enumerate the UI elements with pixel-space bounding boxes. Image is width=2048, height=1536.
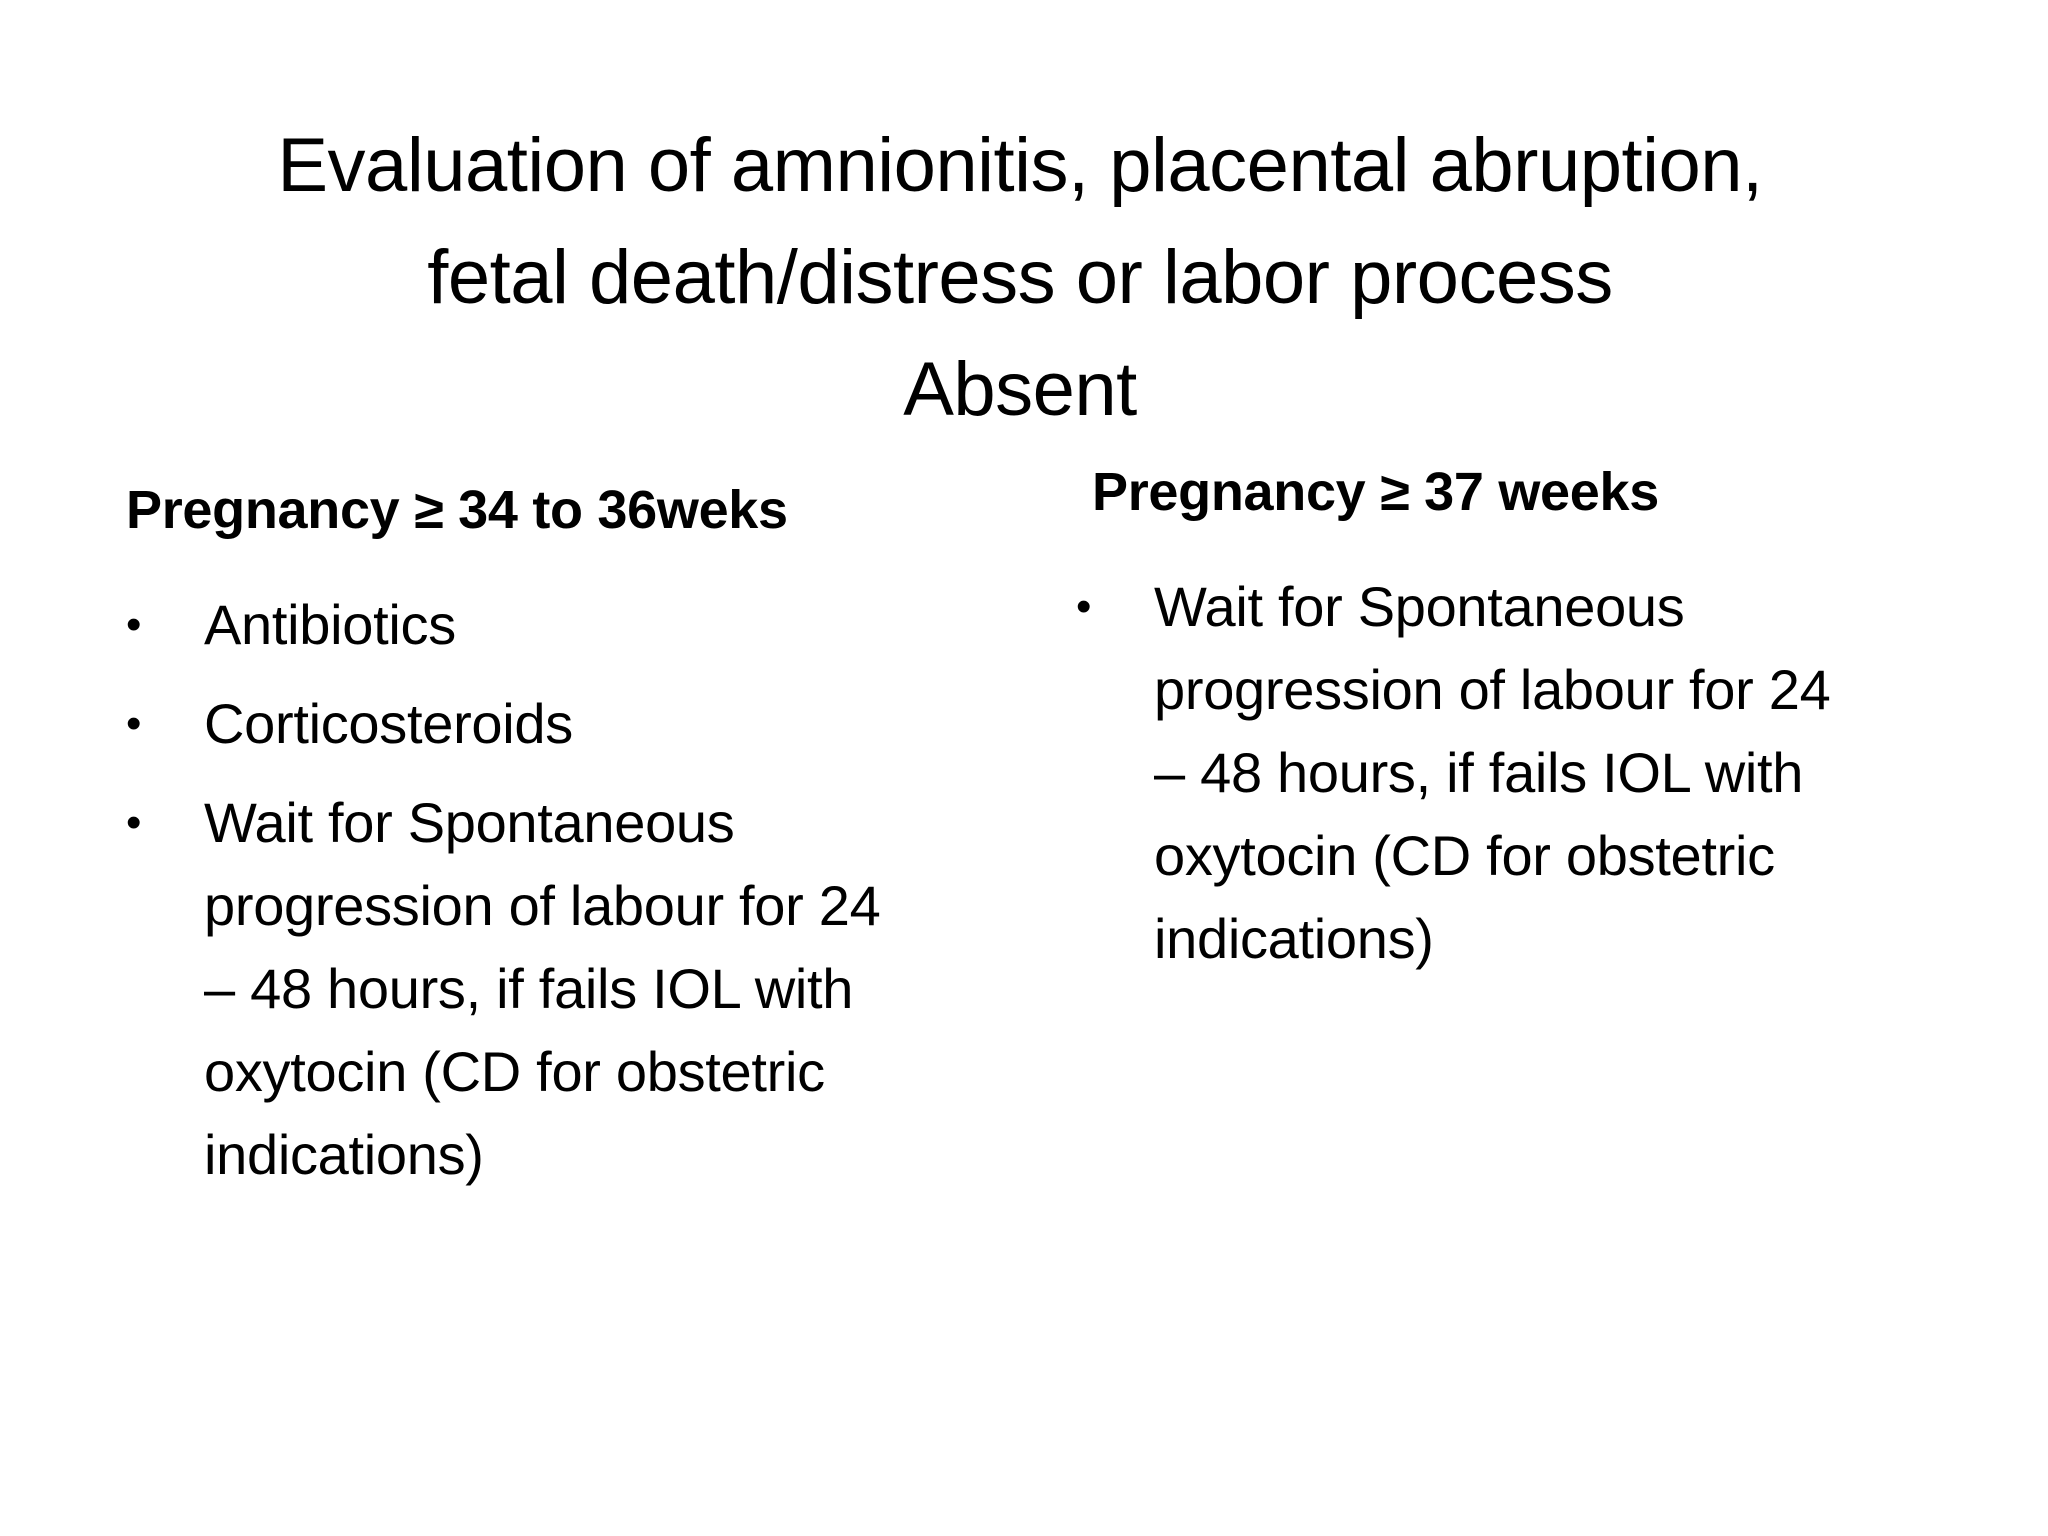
bullet-text-line: oxytocin (CD for obstetric (1154, 824, 1775, 887)
bullet-item (126, 781, 1006, 1196)
bullet-text-line: progression of labour for 24 (204, 874, 881, 937)
left-column-heading: Pregnancy ≥ 34 to 36weks (126, 480, 788, 540)
bullet-icon: • (126, 600, 142, 649)
bullet-icon: • (126, 699, 142, 748)
right-column-bullet-list (1076, 565, 1976, 996)
bullet-text-line: indications) (1154, 907, 1434, 970)
bullet-text-line: progression of labour for 24 (1154, 658, 1831, 721)
bullet-text: Corticosteroids (204, 692, 573, 755)
bullet-text-line: oxytocin (CD for obstetric (204, 1040, 825, 1103)
slide-title (100, 110, 1940, 446)
bullet-icon: • (1076, 582, 1092, 631)
left-column-bullet-list (126, 583, 1006, 1212)
slide-title-line: Absent (903, 347, 1137, 432)
bullet-text-line: Wait for Spontaneous (204, 791, 735, 854)
right-column-heading: Pregnancy ≥ 37 weeks (1092, 462, 1659, 522)
bullet-text: Antibiotics (204, 593, 456, 656)
bullet-text-line: – 48 hours, if fails IOL with (1154, 741, 1804, 804)
bullet-icon: • (126, 798, 142, 847)
slide-title-line: fetal death/distress or labor process (427, 235, 1613, 320)
bullet-item (126, 583, 1006, 666)
bullet-item (126, 682, 1006, 765)
bullet-text-line: indications) (204, 1123, 484, 1186)
bullet-text-line: – 48 hours, if fails IOL with (204, 957, 854, 1020)
slide-title-line: Evaluation of amnionitis, placental abruption, (277, 123, 1763, 208)
bullet-item (1076, 565, 1976, 980)
bullet-text-line: Wait for Spontaneous (1154, 575, 1685, 638)
